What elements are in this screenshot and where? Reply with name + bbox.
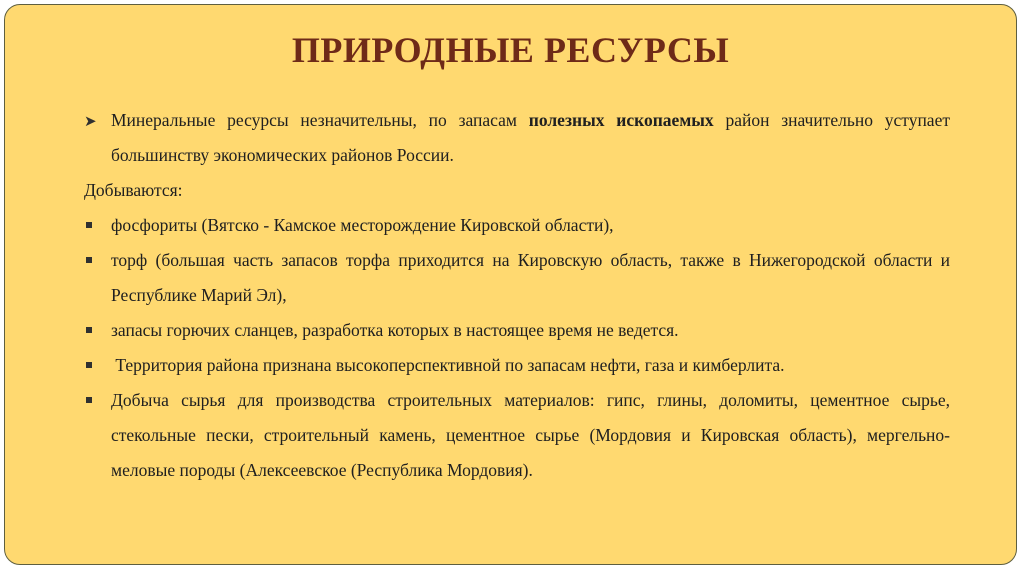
list-item <box>84 208 950 243</box>
list-item-text: Территория района признана высокоперспективной по запасам нефти, газа и кимберлита. <box>111 355 785 375</box>
list-item-text: запасы горючих сланцев, разработка которых в настоящее время не ведется. <box>111 320 679 340</box>
list-item <box>84 243 950 313</box>
intro-text-before: Минеральные ресурсы незначительны, по запасам <box>111 110 529 130</box>
slide-body <box>84 103 950 488</box>
list-item-text: Добыча сырья для производства строительных материалов: гипс, глины, доломиты, цементное сырье, стекольные пески, строительный камень, цементное сырье (Мордовия и Кировская область), мергельно-меловые породы (Алексеевское (Республика Мордовия). <box>111 390 950 480</box>
square-bullet-icon <box>86 327 92 333</box>
intro-text-bold: полезных ископаемых <box>528 110 714 130</box>
list-item-text: торф (большая часть запасов торфа приходится на Кировскую область, также в Нижегородской области и Республике Марий Эл), <box>111 250 950 305</box>
intro-text-after: район значительно уступает большинству экономических районов России. <box>111 110 950 165</box>
list-item <box>84 383 950 488</box>
list-item <box>84 313 950 348</box>
square-bullet-icon <box>86 362 92 368</box>
square-bullet-icon <box>86 257 92 263</box>
square-bullet-icon <box>86 222 92 228</box>
extracted-label: Добываются: <box>84 180 183 200</box>
arrow-right-icon: ➤ <box>84 114 97 130</box>
intro-bullet <box>84 103 950 173</box>
list-item-text: фосфориты (Вятско - Камское месторождение Кировской области), <box>111 215 614 235</box>
list-item <box>84 348 950 383</box>
slide <box>4 4 1017 565</box>
square-bullet-icon <box>86 397 92 403</box>
slide-title: ПРИРОДНЫЕ РЕСУРСЫ <box>291 30 730 70</box>
